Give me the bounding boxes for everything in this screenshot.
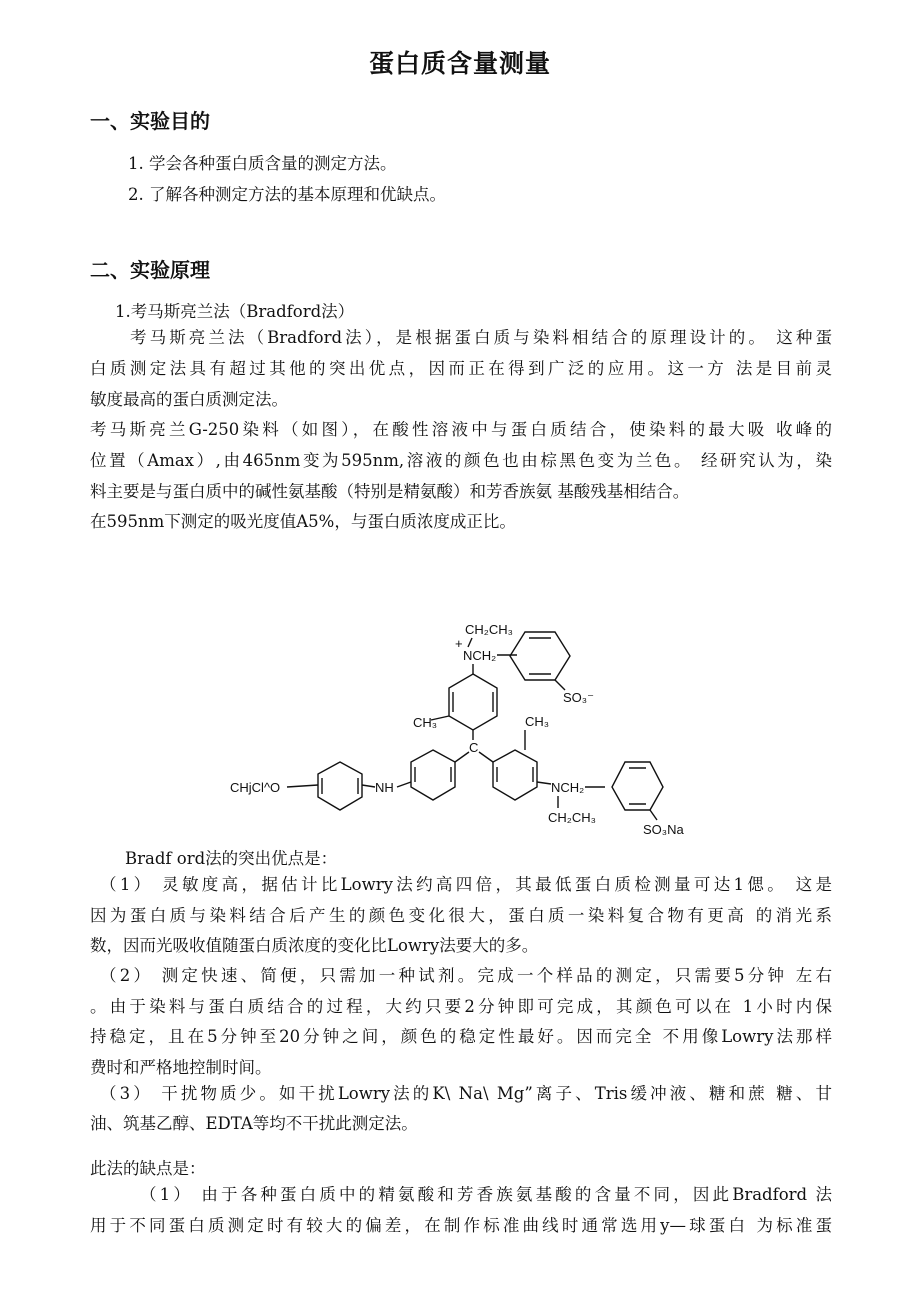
subsection-bradford: 1.考马斯亮兰法（Bradford法） — [115, 302, 355, 321]
advantages-intro: Bradf ord法的突出优点是： — [125, 849, 338, 868]
paragraph-line: 考马斯亮兰法（Bradford法），是根据蛋白质与染料相结合的原理设计的。 这种蛋 — [130, 328, 832, 347]
paragraph-line: 数，因而光吸收值随蛋白质浓度的变化比Lowry法要大的多。 — [90, 936, 539, 955]
mol-label-nch2-bottom: NCH₂ — [551, 780, 585, 795]
mol-label-plus: + — [455, 636, 463, 651]
mol-label-ethyl-top: CH₂CH₃ — [465, 622, 513, 637]
paragraph-line: （3） 干扰物质少。如干扰Lowry法的K\ Na\ Mg”离子、Tris缓冲液、糖和蔗 糖、甘 — [100, 1084, 832, 1103]
paragraph-line: 白质测定法具有超过其他的突出优点，因而正在得到广泛的应用。这一方 法是目前灵 — [90, 359, 832, 378]
paragraph-line: 费时和严格地控制时间。 — [90, 1058, 272, 1077]
objective-item-2: 2. 了解各种测定方法的基本原理和优缺点。 — [128, 185, 446, 204]
paragraph-line: （1） 灵敏度高，据估计比Lowry法约高四倍，其最低蛋白质检测量可达1偲。 这是 — [100, 875, 832, 894]
mol-label-ch3-right: CH₃ — [525, 714, 550, 729]
section-heading-objective: 一、实验目的 — [90, 109, 210, 133]
paragraph-line: 考马斯亮兰G-250染料（如图），在酸性溶液中与蛋白质结合，使染料的最大吸 收峰的 — [90, 420, 832, 439]
page-title: 蛋白质含量测量 — [368, 49, 551, 78]
coomassie-structure-figure — [225, 612, 705, 842]
paragraph-line: 敏度最高的蛋白质测定法。 — [90, 390, 288, 409]
paragraph-line: 在595nm下测定的吸光度值A5%，与蛋白质浓度成正比。 — [90, 512, 516, 531]
paragraph-line: 因为蛋白质与染料结合后产生的颜色变化很大，蛋白质一染料复合物有更高 的消光系 — [90, 906, 832, 925]
mol-label-nh: NH — [375, 780, 394, 795]
disadvantages-intro: 此法的缺点是： — [90, 1159, 206, 1178]
mol-label-ethyl-bottom: CH₂CH₃ — [548, 810, 596, 825]
paragraph-line: 。由于染料与蛋白质结合的过程，大约只要2分钟即可完成，其颜色可以在 1小时内保 — [90, 997, 832, 1016]
mol-label-nch2-top: NCH₂ — [463, 648, 497, 663]
mol-label-ch3-left: CH₃ — [413, 715, 438, 730]
paragraph-line: 油、筑基乙醇、EDTA等均不干扰此测定法。 — [90, 1114, 418, 1133]
mol-label-so3na: SO₃Na — [643, 822, 684, 837]
section-heading-principle: 二、实验原理 — [90, 258, 210, 282]
mol-label-c-center: C — [469, 740, 479, 755]
paragraph-line: （1） 由于各种蛋白质中的精氨酸和芳香族氨基酸的含量不同，因此Bradford 法 — [140, 1185, 832, 1204]
paragraph-line: 料主要是与蛋白质中的碱性氨基酸（特别是精氨酸）和芳香族氨 基酸残基相结合。 — [90, 482, 690, 501]
objective-item-1: 1. 学会各种蛋白质含量的测定方法。 — [128, 154, 397, 173]
paragraph-line: 位置（Amax）,由465nm变为595nm,溶液的颜色也由棕黑色变为兰色。 经研究认为，染 — [90, 451, 832, 470]
paragraph-line: 持稳定，且在5分钟至20分钟之间，颜色的稳定性最好。因而完全 不用像Lowry法那样 — [90, 1027, 832, 1046]
mol-label-ethoxy: CHjCl^O — [230, 780, 281, 795]
paragraph-line: （2） 测定快速、简便，只需加一种试剂。完成一个样品的测定，只需要5分钟 左右 — [100, 966, 832, 985]
paragraph-line: 用于不同蛋白质测定时有较大的偏差，在制作标准曲线时通常选用y—球蛋白 为标准蛋 — [90, 1216, 832, 1235]
mol-label-so3-minus: SO₃⁻ — [563, 690, 594, 705]
